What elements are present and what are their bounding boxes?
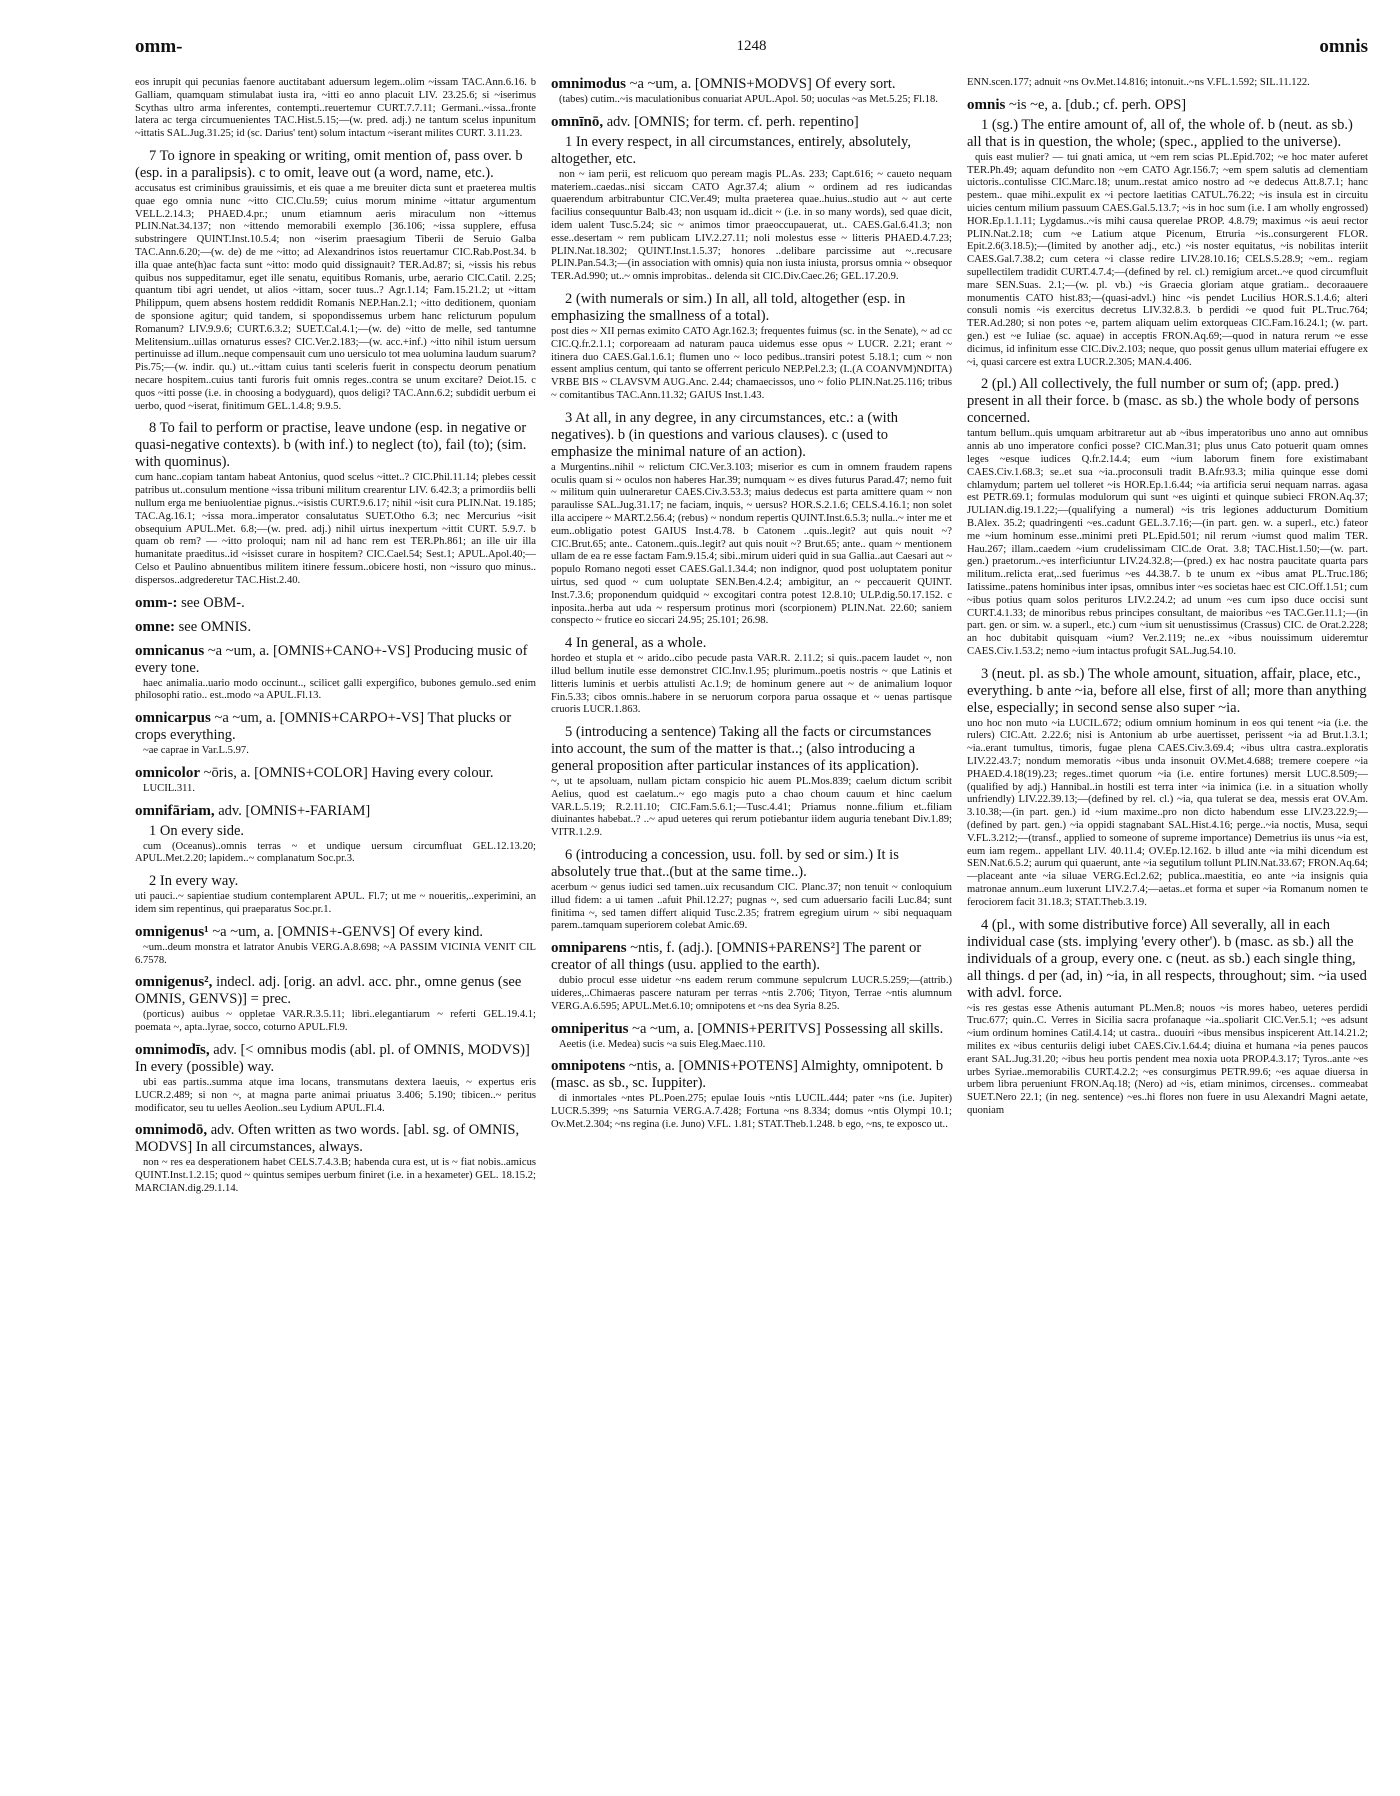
sense-definition: 2 In every way. [149, 873, 239, 890]
entry-definition: see OMNIS. [175, 618, 252, 635]
citation-block: haec animalia..uario modo occinunt.., scilicet galli expergifico, bubones gemulo..sed enim philosophi ratio.. est..modo ~a APUL.Fl.13. [135, 677, 536, 702]
entry-definition: ~is ~e, a. [dub.; cf. perh. OPS] [1005, 96, 1187, 113]
entry-definition: adv. [< omnibus modis (abl. pl. of OMNIS, MODVS)] In every (possible) way. [135, 1042, 530, 1076]
citation-block: hordeo et stupla et ~ arido..cibo pecude pasta VAR.R. 2.11.2; si quis..pacem laudet ~, non illud bellum inutile esse demonstret CIC.Inv.1.95; plurimum..poetis nostris ~ que Latinis et litteris luminis et uerbis attulisti Ac.1.9; de hominum genere aut ~ de animalium loquor Fin.5.33; cibos omnis..habere in se neruorum corpora parua ossaque et ~ uenas partisque cruoris LUCR.1.863. [551, 653, 952, 716]
sense-definition: 8 To fail to perform or practise, leave undone (esp. in negative or quasi-negative contexts). b (with inf.) to neglect (to), fail (to); (sim. with quominus). [135, 420, 527, 471]
dictionary-entry [135, 595, 536, 612]
dictionary-entry [551, 724, 952, 840]
headword: omnicarpus [135, 710, 211, 727]
sense-definition: 1 On every side. [149, 822, 245, 839]
entry-heading [551, 1021, 952, 1038]
dictionary-entry [551, 940, 952, 1013]
entry-heading [551, 1058, 952, 1092]
dictionary-entry [135, 873, 536, 917]
citation-block: accusatus est criminibus grauissimis, et eis quae a me breuiter dicta sunt et praeterea multis quae ego omnia nunc ~itto CIC.Clu.59; cuius morum minime ~ittatur argumentum VELL.2.14.3; PHAED.4.pr.; unum etiamnum aeris miraculum non ~ittemus PLIN.Nat.34.137; non ~ittendo memorabili exemplo [36.106; ~issa supplere, effusa substringere QUINT.Inst.10.5.4; non ~iserim praesagium Tiberii de Seruio Galba TAC.Ann.6.20;—(w. de) de me ~itto; ad Alexandrinos istos reuertamur CIC.Rab.Post.34. b illa quae ante(h)ac facta sunt ~itto: modo quid dissignauit? TER.Ad.87; si, ~issis his rebus quibus nos suppeditamur, eget ille senatu, equitibus Romanis, urbe, aerario CIC.Catil. 2.25; quantum tibi agri uendet, ut alios ~ittam, socer tuus..? Agr.1.14; Fam.15.21.2; ut ~ittam Philippum, quem absens hostem reddidit Romanis NEP.Han.2.1; ~itto deditionem, quoniam de sponsione agitur; quid tandem, si spopondissemus urbem hanc relicturum populum Romanum? LIV.9.9.6; CURT.6.3.2; SUET.Cal.4.1;—(w. de) ~itto de melle, sed tantumne Melitensium..uillas ornaturus esses? CIC.Ver.2.183;—(w. acc.+inf.) ~itto nihil istum uersum pertinuisse ad illum..neque compensauit cum uno uersiculo tot mea uolumina laudum suarum? Pis.75;—(w. indir. qu.) ut..~ittam cuius tanti sceleris fuerit in conspectu deorum penatium necare hospitem..cuius tanti furoris fuit omnis reges..contra se unum excitare? Deiot.15. c quos ~itti posse (i.e. in choosing a bodyguard), quos deligi? TAC.Ann.6.2; subdidit uerbum ei uerbo, quod ~iserat, finitimum GEL.1.4.8; 9.9.5. [135, 182, 536, 412]
entry-definition: ~a ~um, a. [OMNIS+-GENVS] Of every kind. [208, 923, 484, 940]
dictionary-entry [551, 847, 952, 933]
citation-block: non ~ res ea desperationem habet CELS.7.4.3.B; habenda cura est, ut is ~ fiat nobis..amicus QUINT.Inst.1.2.15; quod ~ quintus semipes uerbum finiret (i.e. in a hexameter) GEL. 18.15.2; MARCIAN.dig.29.1.14. [135, 1157, 536, 1195]
sense-definition: 3 At all, in any degree, in any circumstances, etc.: a (with negatives). b (in questions and various clauses). c (used to emphasize the minimal nature of an action). [551, 409, 898, 460]
citation-block: LUCIL.311. [143, 782, 195, 794]
entry-heading [551, 114, 952, 131]
headword: omnimodō, [135, 1122, 208, 1139]
dictionary-entry [135, 924, 536, 968]
page-header [135, 36, 1368, 70]
sense-definition: 5 (introducing a sentence) Taking all the facts or circumstances into account, the sum of the matter is that..; (also introducing a general proposition after particular instances of its application). [551, 724, 932, 775]
entry-heading [135, 1042, 536, 1076]
citation-block: dubio procul esse uidetur ~ns eadem rerum commune sepulcrum LUCR.5.259;—(attrib.) uideres,..Chimaeras pascere naturam per terras ~ntis 2.706; Tityon, Terrae ~ntis alumnum VERG.A.6.595; APUL.Met.6.10; omnipotens et ~ns dea Syria 8.25. [551, 975, 952, 1012]
entry-definition: ~ntis, a. [OMNIS+POTENS] Almighty, omnipotent. b (masc. as sb., sc. Iuppiter). [551, 1058, 944, 1092]
entry-definition: ~a ~um, a. [OMNIS+PERITVS] Possessing all skills. [628, 1020, 944, 1037]
entry-definition: ~ntis, f. (adj.). [OMNIS+PARENS²] The parent or creator of all things (usu. applied to the earth). [551, 940, 922, 974]
citation-block: ~, ut te apsoluam, nullam pictam conspicio hic auem PL.Mos.839; caelum dictum scribit Aelius, quod est caelatum..~ ego magis puto a chao choum cauum et hinc caelum VAR.L.5.19; R.2.11.10; CIC.Fam.5.6.1;—Tusc.4.41; Priamus nonne..filium et..filiam diuinantes habebat..? ..~ apud ueteres qui rerum potiebantur iidem auguria tenebant Div.1.89; VITR.1.2.9. [551, 776, 952, 839]
sense-definition: 1 (sg.) The entire amount of, all of, the whole of. b (neut. as sb.) all that is in question, the whole; (spec., applied to the universe). [967, 116, 1353, 150]
headword: omnicolor [135, 764, 200, 781]
entry-heading [135, 595, 536, 612]
dictionary-entry [135, 643, 536, 704]
headword: omnimodus [551, 76, 627, 92]
entry-heading [551, 76, 952, 93]
dictionary-entry [967, 376, 1368, 658]
headword: omnigenus¹ [135, 923, 209, 940]
sense-definition: 4 In general, as a whole. [565, 635, 707, 652]
citation-block: di inmortales ~ntes PL.Poen.275; epulae Iouis ~ntis LUCIL.444; pater ~ns (i.e. Jupiter) LUCR.5.399; ~ns Saturnia VERG.A.7.428; Fortuna ~ns 8.334; domus ~ntis Olympi 10.1; Ov.Met.2.304; ~ns regina (i.e. Juno) V.FL. 1.81; STAT.Theb.1.248. b ego, ~ns, te exposco ut.. [551, 1093, 952, 1131]
citation-block: (tabes) cutim..~is maculationibus conuariat APUL.Apol. 50; uoculas ~as Met.5.25; Fl.18. [559, 94, 938, 105]
dictionary-entry [135, 974, 536, 1035]
entry-heading [135, 974, 536, 1008]
entry-heading [135, 619, 536, 636]
citation-block: eos inrupit qui pecunias faenore auctitabant aduersum legem..olim ~issam TAC.Ann.6.16. b Galliam, quamquam stimulabat iusta ira, ~itti eo anno placuit LIV. 23.25.6; si ~iserimus Scythas ultro arma inferentes, contempti..reuertemur CURT.7.7.11; Germani..~issa..fronte latera ac terga circumuenientes TAC.Hist.5.15;—(w. pred. adj.) ne tantum scelus inpunitum ~ittatis SAL.Jug.31.25; id (sc. Darius' tent) solum intactum ~iserant milites CURT. 3.11.23. [135, 77, 536, 140]
column-3 [967, 76, 1368, 1781]
headword: omnifāriam, [135, 802, 215, 819]
entry-definition: ~a ~um, a. [OMNIS+MODVS] Of every sort. [626, 76, 896, 92]
citation-block: tantum bellum..quis umquam arbitraretur aut ab ~ibus imperatoribus uno anno aut omnibus annis ab uno imperatore confici posse? CIC.Man.31; plus unus Cato potuerit quam omnes leges ~esque iudices Q.fr.2.14.4; eum ~ium laborum finem fore existimabant CAES.Civ.1.68.3; se..et sua ~ia..proconsuli tradit B.Afr.93.3; milia quinque esse domi chlamydum; partem uel tolleret ~is HOR.Ep.1.6.44; ~ia artificia serui nequam narras. agasa est PETR.69.1; formulas modulorum qui sunt ~es uiginti et quinque subieci FRON.Aq.37; JULIAN.dig.19.1.22;—(qualifying a numeral) ~is tris legiones adducturum Domitium B.Alex. 35.2; quadringenti ~es..cadunt GEL.3.7.16;—(in part. gen. w. a superl., etc.) fateor me ~ium hominum esse..minimi preti PL.Epid.501; nil rerum ~iumst quod malim TER. Hau.267; illam..caedem ~ium crudelissimam CIC.de Orat. 3.8; TAC.Hist.1.50;—(w. part. gen.) praetorum..~es interficiuntur LIV.24.32.8;—(pred.) ex hac nostra paucitate quarta pars militum..relicta erat,..sed fuerimus ~es 44.38.7. b te unum ex ~ibus amat PL.Truc.186; Iatissime..patens hominibus inter ipsas, omnibus inter ~es societas haec est CIC.Off.1.51; cum ~ibus potius quam solos perituros LIV.2.24.2; ad unum ~es cum ipso duce occisi sunt CURT.4.1.33; de minoribus rebus principes consultant, de maioribus ~es TAC.Ger.11.1;—(in part. gen. or sim. w. a superl., etc.) cum ~ium sit uenustissimus (Crassus) CIC. de Orat.2.228; an hoc dubitabit quisquam ~ium? Ver.2.119; ne..ex ~ibus nouissimum uideremtur CAES.Civ.1.53.2; nemo ~ium intactus profugit SAL.Jug.54.10. [967, 428, 1368, 657]
citation-block: ubi eas partis..summa atque ima locans, transmutans dextera laeuis, ~ expertus eris LUCR.2.489; si non ~, at magna parte animai priuatus 3.406; 5.190; tibicen..~ peritus modificator, seu tu uelles Aeolion..seu Lydium APUL.Fl.4. [135, 1077, 536, 1114]
dictionary-entry [967, 917, 1368, 1118]
entry-heading [135, 710, 536, 744]
headword: omne: [135, 618, 175, 635]
headword: omnīnō, [551, 113, 604, 130]
citation-block: uno hoc non muto ~ia LUCIL.672; odium omnium hominum in eos qui tenent ~ia (i.e. the rulers) CIC.Att. 2.22.6; nisi is Antonium ab urbe auertisset, perissent ~ia ad Brut.1.3.1; ~ia..erant tumultus, timoris, fugae plena CAES.Civ.3.69.4; ~ibus ultra castra..exploratis LIV.22.43.7; nondum memoratis ~ibus unda insonuit OV.Met.4.688; tremere coepere ~ia PHAED.4.18(19).23; reges..timet quorum ~ia (i.e. entire fortunes) mersit LUC.8.509;—(qualified by adj.) Hannibal..in hostili est terra inter ~ia inimica (i.e. in a situation wholly unfriendly) LIV.22.39.13;—(defined by rel. cl.) ~ia, qua tulerat se dea, messis erat OV.Am. 3.10.38;—(in part. gen.) id ~ium maxime..pro non dicto habendum esse LIV.23.22.9;—(defined by part. gen.) ~ia oppidi stagnabant SAL.Hist.4.16; perge..~ia noctis, Musa, sequi V.FL.3.212;—(transf., applied to someone of supreme importance) Demetrius iis unus ~ia est, eum iam regem.. appellant LIV. 40.11.4; OV.Ep.12.162. b illud ante ~ia mihi dicendum est SEN.Nat.6.5.2; aurum qui quaerunt, ante ~ia segutilum tollunt PLIN.Nat.33.67; FRON.Aq.64;—placeant ante ~ia siluae VERG.Ecl.2.62; publica..maestitia, eo ante ~ia insignis quia matronae annum..eum luxerunt LIV.2.7.4;—aetas..et forma et super ~ia Romanum nomen te ferociorem facit 31.18.3; STAT.Theb.3.19. [967, 717, 1368, 908]
sense-definition: 1 In every respect, in all circumstances, entirely, absolutely, altogether, etc. [551, 133, 911, 167]
dictionary-entry [967, 666, 1368, 910]
entry-heading [551, 940, 952, 974]
header-left-guideword: omm- [135, 36, 183, 57]
headword: omnipotens [551, 1058, 626, 1075]
dictionary-entry [135, 77, 536, 141]
entry-heading [967, 97, 1368, 114]
dictionary-columns [135, 76, 1368, 1781]
entry-definition: see OBM-. [177, 594, 245, 611]
citation-block: ~um..deum monstra et latrator Anubis VERG.A.8.698; ~A PASSIM VICINIA VENIT CIL 6.7578. [135, 941, 536, 966]
citation-block: cum (Oceanus)..omnis terras ~ et undique uersum circumfluat GEL.12.13.20; APUL.Met.2.20; lapidem..~ complanatum Soc.pr.3. [135, 840, 536, 865]
dictionary-entry [551, 114, 952, 284]
entry-heading [135, 924, 536, 941]
headword: omniperitus [551, 1020, 629, 1037]
citation-block: ENN.scen.177; adnuit ~ns Ov.Met.14.816; intonuit..~ns V.FL.1.592; SIL.11.122. [967, 77, 1310, 88]
entry-definition: adv. [OMNIS; for term. cf. perh. repentino] [603, 113, 859, 130]
entry-heading [135, 765, 536, 782]
citation-block: ~ae caprae in Var.L.5.97. [143, 745, 249, 757]
header-right-guideword: omnis [1319, 36, 1368, 57]
dictionary-entry [135, 420, 536, 587]
dictionary-entry [551, 635, 952, 717]
sense-definition: 4 (pl., with some distributive force) All severally, all in each individual case (sts. implying 'every other'). b (masc. as sb.) all the individuals of a group, every one. c (neut. as sb.) each single thing, all things. d per (ad, in) ~ia, in all respects, throughout; sim. ~ia used with advl. force. [967, 916, 1367, 1001]
citation-block: cum hanc..copiam tantam habeat Antonius, quod scelus ~ittet..? CIC.Phil.11.14; plebes cessit patribus ut..consulum mentione ~issa tribuni militum crearentur LIV. 6.42.3; a primordiis belli nullum erga me beniuolentiae pignus..~isistis CURT.9.6.17; nihil ~isit cura PLIN.Nat. 19.185; TAC.Ag.16.1; ~issa mora..imperator consalutatus SUET.Otho 6.3; nec Mercurius ~isit obsequium APUL.Met. 6.8;—(w. pred. adj.) nihil uirtus inexpertum ~ittit CURT. 5.9.7. b quam ob rem? — ~itto proloqui; nam nil ad hanc rem est TER.Ph.861; an ille uir illa humanitate praeditus..id ~isisset curare in hospitem? CIC.Cael.54; Sest.1; APUL.Apol.40;—Celso et Paulino abnuentibus militem itinere fessum..obicere hosti, non ~issuro quo minus.. dispersos..adgrederetur TAC.Hist.2.40. [135, 472, 536, 586]
headword: omnimodīs, [135, 1042, 210, 1059]
sense-definition: 7 To ignore in speaking or writing, omit mention of, pass over. b (esp. in a paralipsis). c to omit, leave out (a word, name, etc.). [135, 147, 523, 181]
citation-block: non ~ iam perii, est relicuom quo peream magis PL.As. 233; Capt.616; ~ caueto nequam materiem..caedas..nisi siccam CATO Agr.37.4; alium ~ ordinem ad res iudicandas quaerendum arbitrabuntur CIC.Ver.49; multa praeterea quae..huius..studio aut ~ aut certe facilius consequuntur Balb.43; non usquam id..dicit ~ (i.e. in so many words), sed quae dicit, idem ualent Tusc.5.24; sic ~ animos timor praeoccupauerat, ut.. CAES.Gal.6.41.3; non esse..desertam ~ rem publicam LIV.2.27.11; noli molestus esse ~ litteris PHAED.4.7.23; PLIN.Nat.18.302; QUINT.Inst.1.5.37; honores ..delibare parcissime aut ~..recusare PLIN.Pan.54.3;—(in association with omnis) quia non iusta iniusta, prorsus omnia ~ obsequor TER.Ad.990; ut..~ omnis improbitas.. delenda sit CIC.Div.Caec.26; GEL.17.20.9. [551, 168, 952, 283]
entry-heading [135, 803, 536, 820]
entry-heading [135, 1122, 536, 1156]
dictionary-entry [551, 1058, 952, 1131]
dictionary-entry [135, 765, 536, 796]
sense-definition: 6 (introducing a concession, usu. foll. by sed or sim.) It is absolutely true that..(but at the same time..). [551, 847, 899, 881]
dictionary-entry [135, 1042, 536, 1115]
dictionary-entry [135, 710, 536, 758]
headword: omniparens [551, 940, 627, 957]
headword: omnigenus², [135, 974, 213, 991]
sense-definition: 3 (neut. pl. as sb.) The whole amount, situation, affair, place, etc., everything. b ante ~ia, before all else, first of all; more than anything else, especially; in second sense also super ~ia. [967, 665, 1367, 716]
sense-definition: 2 (with numerals or sim.) In all, all told, altogether (esp. in emphasizing the smallness of a total). [551, 290, 906, 324]
dictionary-entry [135, 619, 536, 636]
dictionary-entry [551, 76, 952, 107]
citation-block: post dies ~ XII pernas eximito CATO Agr.162.3; frequentes fuimus (sc. in the Senate), ~ ad cc CIC.Q.fr.2.1.1; corporeaam ad naturam pauca uidemus esse opus ~ LUCR. 2.21; erant ~ itinera duo CAES.Gal.1.6.1; flumen uno ~ loco pedibus..transiri potest 5.18.1; cum ~ non essent amplius centum, qui tanto se offerrent periculo NEP.Pel.2.3; (I..(A COANVM)NDITA) VRBE BIS ~ CLAVSVM AUG.Anc. 2.44; chamaecissos, uno ~ folio PLIN.Nat.25.116; tribus ~ comitantibus TAC.Ann.11.32; GAIUS Inst.1.43. [551, 325, 952, 401]
citation-block: acerbum ~ genus iudici sed tamen..uix recusandum CIC. Planc.37; non tenuit ~ conloquium illud fidem: a ui tamen ..afuit Phil.12.27; pugnas ~, sed cum aduersario facili Luc.84; sunt finitima ~, sed tamen differt aliquid Tusc.2.35; fratrem egregium uirum ~ sibi nequaquam parem..tamquam superiorem colebat Amic.69. [551, 882, 952, 932]
citation-block: quis east mulier? — tui gnati amica, ut ~em rem scias PL.Epid.702; ~e hoc mater auferet TER.Ph.49; aquam defundito non ~em CATO Agr.156.7; ~em spem salutis ad clementiam uictoris..contulisse CIC.Marc.18; unum..restat amico nostro ad ~e dedecus Att.8.7.1; hanc pestem.. quae mihi..expulit ex ~i pectore laetitias CATUL.76.22; ~is insula est in circuitu uicies centum milium passuum CAES.Gal.5.13.7; ~is in hoc sum (i.e. I am wholly engrossed) HOR.Ep.1.1.11; Lygdamus..~is mihi causa querelae PROP. 4.8.79; maximus ~is aeui rector PLIN.Nat.2.18; cum ~e Latium atque Picenum, Etruria ~is..consurgerent FLOR. Epit.2.6(3.18.5);—(limited by another adj., etc.) ~is noster equitatus, ~is nobilitas interiit CAES.Gal.7.38.2; cum cetera ~i classe redire LIV.28.10.16; CELS.5.28.9; ~em.. regiam supellectilem tradidit CURT.4.7.4;—(defined by rel. cl.) remigium arcet..~e quod circumfluit mare SEN.Suas. 2.1;—(w. pl. vb.) ~is Graecia gloriam atque gratiam.. decoraauere monumentis CATO hist.83;—(quasi-advl.) hinc ~is pendet Lucilius HOR.S.1.4.6; alteri consuli nomis ~is exercitus decretus LIV.32.8.3. b perdidi ~e quod fuit PL.Truc.764; TER.Ad.280; si non potes ~e, partem aliquam uelim extorqueas CIC.Fam.16.24.1; (w. part. gen.) est ~e Iuliae (sc. aquae) in acceptis FRON.Aq.69;—quod in natura rerum ~e esse dicimus, id infinitum esse CIC.Div.2.103; neque, quo possit genus ullum materiai effugere ex ~i, quasi carcere est extra LUCR.2.305; MAN.4.406. [967, 151, 1368, 368]
citation-block: ~is res gestas esse Athenis autumant PL.Men.8; nouos ~is mores habeo, ueteres perdidi Truc.677; quin..C. Verres in Sicilia sacra profanaque ~ia..spoliarit CIC.Ver.5.1; ~es adsunt ~ium ordinum homines Catil.4.14; ut castra.. duouiri ~ibus mensibus inspicerent Att.14.21.2; milites ex ~ibus centuriis deligi iubet CAES.Civ.1.64.4; diuina et humana ~ia penes paucos erant SAL.Jug.31.20; ~ibus heu portis pendent mea noxia uota PROP.4.3.17; Tyros..ante ~es urbes Syriae..memorabilis CURT.4.2.2; ~es consurgimus PETR.99.6; ~es aquae diuersa in urbem libra perueniunt FRON.Aq.18; (Nero) ad ~is, etiam minimos, circenses.. commeabat SUET.Nero 22.1; (in neg. sentence) ~es..hi flores non fuere in usu Alexandri Magni aetate, quoniam [967, 1002, 1368, 1117]
headword: omnicanus [135, 642, 205, 659]
citation-block: a Murgentins..nihil ~ relictum CIC.Ver.3.103; miserior es cum in omnem fraudem rapens oculis quam si ~ oculos non haberes Har.39; numquam ~ es dives futurus Parad.47; nemo fuit ~ militum quin uulneraretur CAES.Civ.3.53.3; maius dedecus est parta amittere quam ~ non paraulisse SAL.Jug.31.17; ne faciam, inquis, ~ uersus? HOR.S.2.1.6; CELS.4.16.1; non solet illa accipere ~ MART.2.56.4; (rebus) ~ nondum repertis QUINT.Inst.6.5.3; nulla..~ inter me et eum..obligatio potest GAIUS Inst.4.78. b Catonem ..quis..legit? aut quis nouit ~? CIC.Brut.65; ante.. Catonem..quis..legit? aut quis nouit ~? Brut.65; ante.. quam ~ mentionem ullam de ea re esse factam Fam.9.15.4; sibi..mirum uideri quid in sua Gallia..aut Caesari aut ~ populo Romano negoti esset CAES.Gal.1.34.4; non indignor, quod post uoluptatem ponitur uirtus, sed quod ~ cum uoluptate SEN.Ben.4.2.4; ambigitur, an ~ peccauerit QUINT. Inst.7.3.6; proponendum quidquid ~ excogitari contra potest 12.8.10; ULP.dig.50.17.152. c inposita..herba aut uda ~ respersum protinus mori (scorpionem) PLIN.Nat. 22.60; saniem conspecto ~ frutice eo siccari 24.95; 25.101; 26.98. [551, 461, 952, 627]
dictionary-entry [551, 1021, 952, 1052]
entry-definition: adv. Often written as two words. [abl. sg. of OMNIS, MODVS] In all circumstances, always. [135, 1122, 520, 1156]
column-2 [551, 76, 952, 1781]
dictionary-entry [551, 410, 952, 628]
entry-definition: ~a ~um, a. [OMNIS+CANO+-VS] Producing music of every tone. [135, 642, 528, 676]
page-number: 1248 [736, 38, 767, 54]
citation-block: (porticus) auibus ~ oppletae VAR.R.3.5.11; libri..elegantiarum ~ referti GEL.19.4.1; poemata ~, apta..lyrae, socco, coturno APUL.Fl.9. [135, 1009, 536, 1034]
headword: omnis [967, 96, 1006, 113]
dictionary-entry [967, 97, 1368, 370]
dictionary-entry [135, 803, 536, 867]
entry-definition: indecl. adj. [orig. an advl. acc. phr., omne genus (see OMNIS, GENVS)] = prec. [135, 974, 522, 1008]
citation-block: uti pauci..~ sapientiae studium contemplarent APUL. Fl.7; ut me ~ noueritis,..experimini, an idem sim repentinus, qui praeparatus Soc.pr.1. [135, 891, 536, 916]
sense-definition: 2 (pl.) All collectively, the full number or sum of; (app. pred.) present in all their force. b (masc. as sb.) the whole body of persons concerned. [967, 376, 1360, 427]
citation-block: Aeetis (i.e. Medea) sucis ~a suis Eleg.Maec.110. [559, 1038, 766, 1050]
dictionary-entry [967, 77, 1368, 90]
entry-definition: ~ōris, a. [OMNIS+COLOR] Having every colour. [200, 764, 494, 781]
dictionary-entry [135, 1122, 536, 1195]
dictionary-entry [135, 148, 536, 413]
column-1 [135, 76, 536, 1781]
entry-heading [135, 643, 536, 677]
entry-definition: adv. [OMNIS+-FARIAM] [214, 802, 371, 819]
dictionary-entry [551, 291, 952, 403]
headword: omm-: [135, 594, 178, 611]
entry-definition: ~a ~um, a. [OMNIS+CARPO+-VS] That plucks or crops everything. [135, 710, 512, 744]
